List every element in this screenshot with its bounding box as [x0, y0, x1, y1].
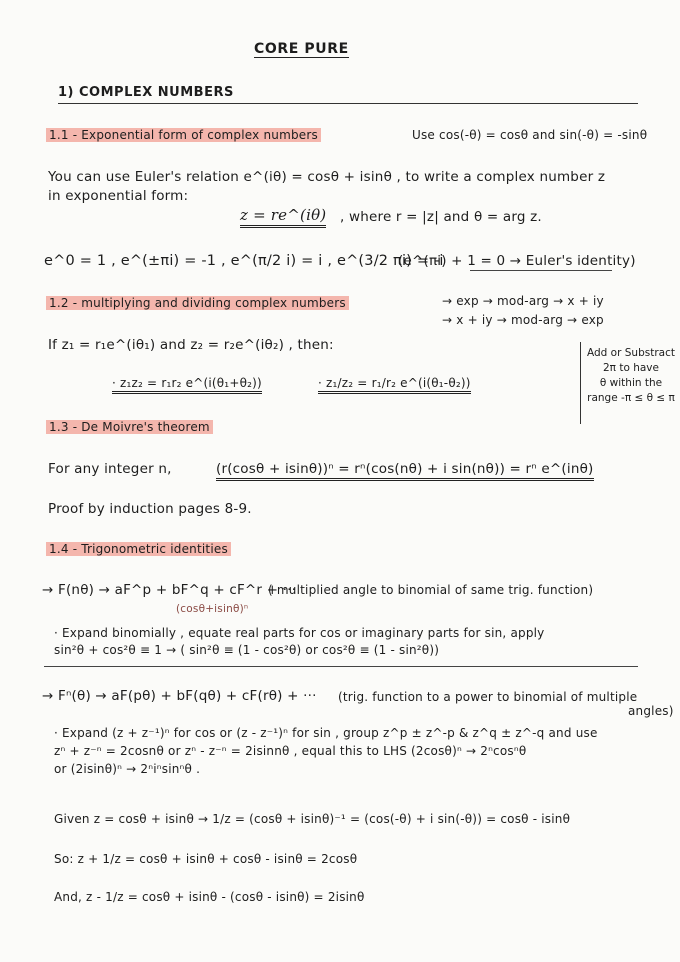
exp-form-formula: z = re^(iθ): [240, 206, 326, 224]
heading-1-1: 1.1 - Exponential form of complex numbers: [46, 126, 321, 144]
conversion-note-2: → x + iy → mod-arg → exp: [442, 313, 604, 327]
expand-step-1: · Expand binomially , equate real parts for cos or imaginary parts for sin, apply: [54, 626, 545, 640]
binomial-hint: (cosθ+isinθ)ⁿ: [176, 603, 249, 615]
conversion-note-1: → exp → mod-arg → x + iy: [442, 294, 604, 308]
heading-1-2: 1.2 - multiplying and dividing complex numbers: [46, 294, 349, 312]
power-form: → Fⁿ(θ) → aF(pθ) + bF(qθ) + cF(rθ) + ···: [42, 688, 317, 704]
if-line: If z₁ = r₁e^(iθ₁) and z₂ = r₂e^(iθ₂) , then:: [48, 337, 334, 353]
and-line: And, z - 1/z = cosθ + isinθ - (cosθ - isinθ) = 2isinθ: [54, 890, 365, 904]
euler-identity: (e^(πi) + 1 = 0 → Euler's identity): [398, 253, 636, 269]
expand-step-2: · Expand (z + z⁻¹)ⁿ for cos or (z - z⁻¹)ⁿ for sin , group z^p ± z^-p & z^q ± z^-q and use: [54, 726, 598, 740]
heading-1-3: 1.3 - De Moivre's theorem: [46, 418, 213, 436]
side-note: Add or Substract 2π to have θ within the range -π ≤ θ ≤ π: [587, 347, 675, 404]
euler-relation-line: You can use Euler's relation e^(iθ) = cosθ + isinθ , to write a complex number z: [48, 169, 606, 185]
power-form-note: (trig. function to a power to binomial of multiple: [338, 690, 638, 704]
pythagorean-identity: sin²θ + cos²θ ≡ 1 → ( sin²θ ≡ (1 - cos²θ) or cos²θ ≡ (1 - sin²θ)): [54, 643, 440, 657]
page-title: CORE PURE: [254, 41, 349, 57]
de-moivre-formula: (r(cosθ + isinθ))ⁿ = rⁿ(cos(nθ) + i sin(nθ)) = rⁿ e^(inθ): [216, 460, 594, 478]
so-line: So: z + 1/z = cosθ + isinθ + cosθ - isinθ = 2cosθ: [54, 852, 358, 866]
given-line: Given z = cosθ + isinθ → 1/z = (cosθ + isinθ)⁻¹ = (cos(-θ) + i sin(-θ)) = cosθ - isinθ: [54, 812, 571, 826]
exp-form-line: in exponential form:: [48, 188, 189, 204]
division-rule: · z₁/z₂ = r₁/r₂ e^(i(θ₁-θ₂)): [318, 374, 471, 392]
proof-note: Proof by induction pages 8-9.: [48, 501, 252, 517]
section-heading: 1) COMPLEX NUMBERS: [58, 85, 234, 100]
use-note: Use cos(-θ) = cosθ and sin(-θ) = -sinθ: [412, 128, 648, 142]
multiple-angle-form: → F(nθ) → aF^p + bF^q + cF^r + ···: [42, 582, 297, 598]
divider: [44, 666, 638, 667]
power-result: or (2isinθ)ⁿ → 2ⁿiⁿsinⁿθ .: [54, 762, 201, 776]
section-rule: [58, 103, 638, 104]
power-form-note-2: angles): [628, 704, 674, 718]
where-clause: , where r = |z| and θ = arg z.: [340, 209, 542, 225]
multiplication-rule: · z₁z₂ = r₁r₂ e^(i(θ₁+θ₂)): [112, 374, 262, 392]
euler-underline: [470, 270, 612, 271]
multiple-angle-note: ( multiplied angle to binomial of same trig. function): [268, 583, 594, 597]
de-moivre-lead: For any integer n,: [48, 461, 172, 477]
heading-1-4: 1.4 - Trigonometric identities: [46, 540, 231, 558]
sum-identities: zⁿ + z⁻ⁿ = 2cosnθ or zⁿ - z⁻ⁿ = 2isinnθ , equal this to LHS (2cosθ)ⁿ → 2ⁿcosⁿθ: [54, 744, 527, 758]
special-values: e^0 = 1 , e^(±πi) = -1 , e^(π/2 i) = i , e^(3/2 πi) = -i: [44, 253, 444, 269]
